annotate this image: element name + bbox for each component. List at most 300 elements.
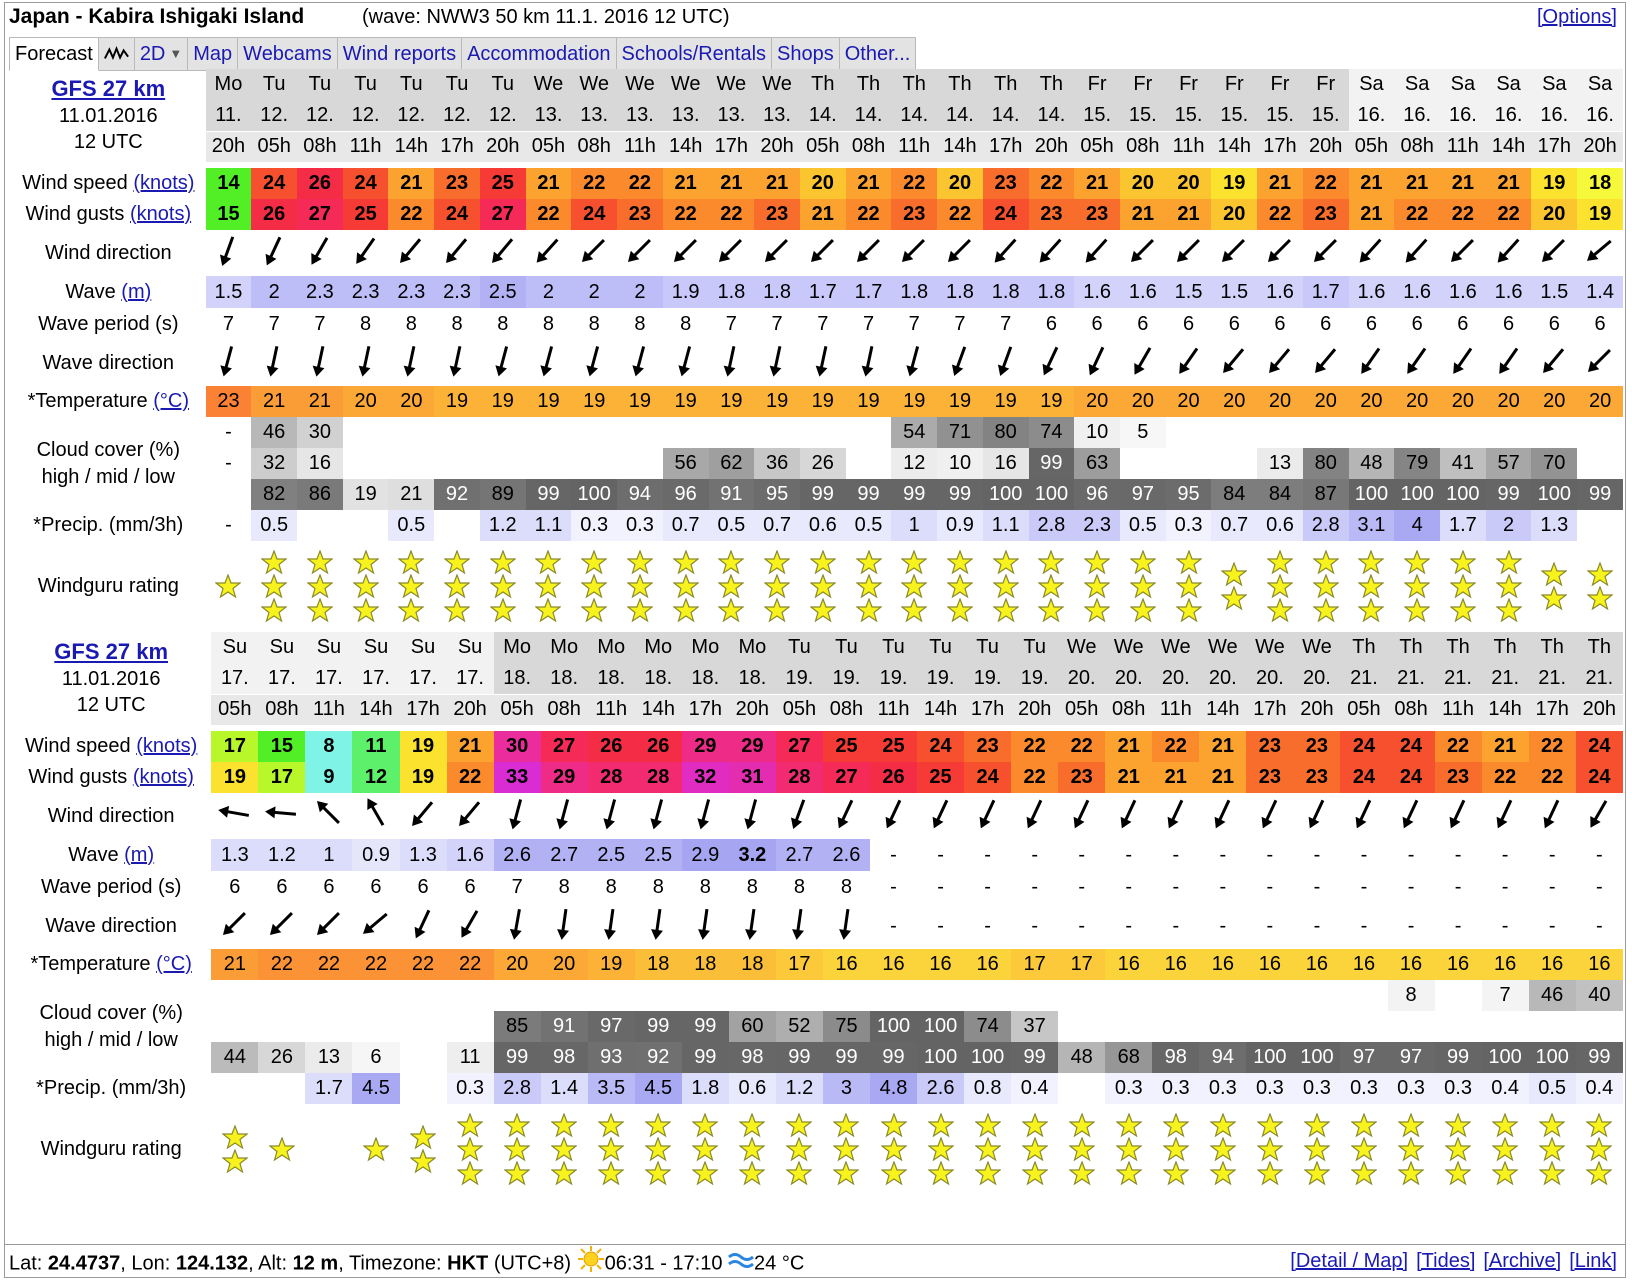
precip-cell: 0.5 [709,510,755,541]
cloud-cell: 99 [800,479,846,510]
star-icon [1587,586,1613,610]
cloud-cell: 100 [1482,1042,1529,1073]
cloud-cell: 74 [1029,417,1075,448]
precip-cell: 1.1 [526,510,572,541]
model-time: 12 UTC [73,131,143,153]
hour-cell: 14h [352,694,399,725]
cloud-cell: 98 [1152,1042,1199,1073]
tab-webcams[interactable]: Webcams [238,37,338,71]
wind-speed-cell: 19 [1211,168,1257,199]
day-cell: We [709,69,755,100]
wave-direction-arrow-icon [447,903,494,949]
day-cell: We [1199,632,1246,663]
wave-height-cell: - [1246,839,1293,871]
hour-cell: 11h [617,131,663,162]
day-cell: Mo [682,632,729,663]
temp-unit-link[interactable]: (°C) [156,953,192,975]
hour-cell: 20h [754,131,800,162]
star-icon [1084,574,1110,598]
star-icon [627,574,653,598]
star-icon [993,550,1019,574]
wave-direction-arrow-icon: - [1407,914,1415,937]
hour-cell: 14h [1211,131,1257,162]
wind-gusts-cell: 27 [297,199,343,230]
star-icon [739,1113,765,1137]
wind-speed-cell: 19 [400,731,447,762]
cloud-cell: 12 [891,448,937,479]
cloud-cell [1303,417,1349,448]
temperature-cell: 16 [917,949,964,980]
wind-direction-arrow-icon [983,230,1029,276]
wave-height-cell: 1.5 [1531,276,1577,308]
wind-direction-arrow-icon [937,230,983,276]
wind-direction-arrow-icon [1577,230,1623,276]
wave-direction-arrow-icon [1074,340,1120,386]
tab-2d[interactable]: 2D ▼ [135,37,188,71]
wind-direction-arrow-icon [964,793,1011,839]
temperature-cell: 22 [447,949,494,980]
wind-gusts-cell: 27 [823,762,870,793]
temperature-cell: 20 [1440,386,1486,417]
wave-period-cell: 7 [222,312,235,335]
star-icon [457,1113,483,1137]
temperature-cell: 22 [400,949,447,980]
wind-direction-arrow-icon [352,793,399,839]
wave-unit-link[interactable]: (m) [121,280,152,303]
cloud-cell: 100 [1394,479,1440,510]
star-icon [215,574,241,598]
wave-direction-arrow-icon: - [1360,914,1368,937]
tab-shops[interactable]: Shops [772,37,840,71]
timezone: HKT [447,1252,489,1275]
wind-speed-cell: 30 [494,731,541,762]
precip-cell: 4.5 [635,1073,682,1104]
wind-speed-cell: 21 [1394,168,1440,199]
cloud-cell: 100 [1529,1042,1576,1073]
precip-cell: 3 [823,1073,870,1104]
wind-gusts-cell: 21 [1349,199,1395,230]
star-icon [692,1113,718,1137]
cloud-cell: 44 [211,1042,258,1073]
wind-speed-label: Wind speed (knots) [25,735,198,757]
wind-gusts-cell: 21 [1199,762,1246,793]
temperature-cell: 16 [1293,949,1340,980]
tab-map[interactable]: Map [188,37,238,71]
knots-link[interactable]: (knots) [132,766,194,788]
cloud-cell: 54 [891,417,937,448]
star-icon [993,598,1019,622]
precip-cell: 0.4 [1482,1073,1529,1104]
star-icon [1210,1113,1236,1137]
forecast-table [9,632,1623,1194]
wave-period-cell: 7 [862,312,875,335]
star-icon [444,550,470,574]
wave-period-cell: 8 [497,312,509,335]
cloud-cell [1257,417,1303,448]
star-icon [1069,1113,1095,1137]
tab-other[interactable]: Other... [840,37,917,71]
star-icon [1492,1113,1518,1137]
wave-height-cell: - [964,839,1011,871]
hour-cell: 20h [480,131,526,162]
precip-cell: 0.6 [1257,510,1303,541]
wave-height-cell: 1.8 [937,276,983,308]
rating-cell [1074,541,1120,631]
star-icon [856,574,882,598]
wave-direction-arrow-icon [571,340,617,386]
hour-cell: 05h [1058,694,1105,725]
cloud-cell [1293,1011,1340,1042]
cloud-cell: 41 [1440,448,1486,479]
cloud-cell [1349,417,1395,448]
wave-period-cell: - [1266,875,1274,898]
star-icon [1069,1161,1095,1185]
temp-unit-link[interactable]: (°C) [153,390,189,412]
precip-cell: 2.8 [1029,510,1075,541]
wave-height-cell: - [1529,839,1576,871]
cloud-cell [1529,1011,1576,1042]
wave-direction-arrow-icon [663,340,709,386]
wave-height-cell: 1.8 [709,276,755,308]
cloud-cell: 82 [251,479,297,510]
wave-period-cell: 8 [451,312,463,335]
date-cell: 20. [1058,663,1105,694]
wave-direction-arrow-icon: - [1596,914,1603,937]
wave-height-cell: - [1576,839,1623,871]
cloud-cell: 100 [571,479,617,510]
temperature-cell: 16 [1388,949,1435,980]
wave-direction-arrow-icon [400,903,447,949]
star-icon [261,598,287,622]
star-icon [1163,1113,1189,1137]
star-icon [718,598,744,622]
wind-gusts-cell: 23 [891,199,937,230]
tab-wind-reports[interactable]: Wind reports [338,37,462,71]
tab-graph[interactable] [99,37,135,71]
rating-cell [1152,1104,1199,1194]
date-cell: 18. [541,663,588,694]
wind-gusts-cell: 22 [1011,762,1058,793]
wind-speed-cell: 21 [1482,731,1529,762]
cloud-cell [1577,448,1623,479]
date-cell: 18. [588,663,635,694]
precip-cell: 0.4 [1011,1073,1058,1104]
star-icon [1130,550,1156,574]
date-cell: 14. [891,100,937,131]
star-icon [307,574,333,598]
cloud-cell [729,980,776,1011]
temperature-cell: 20 [1257,386,1303,417]
wave-period-cell: 6 [1182,312,1195,335]
cloud-cell [823,980,870,1011]
wind-gusts-cell: 20 [1211,199,1257,230]
cloud-cell: 97 [1388,1042,1435,1073]
star-icon [1496,550,1522,574]
wave-height-cell: 1.6 [1486,276,1532,308]
wave-period-cell: 6 [1228,312,1240,335]
wave-period-cell: 6 [1091,312,1103,335]
wave-direction-arrow-icon [494,903,541,949]
temperature-cell: 17 [776,949,823,980]
wave-direction-arrow-icon [588,903,635,949]
cloud-cell: 30 [297,417,343,448]
date-cell: 21. [1576,663,1623,694]
star-icon [1069,1137,1095,1161]
wave-period-cell: 6 [1457,312,1469,335]
archive-link[interactable]: [Archive] [1483,1250,1562,1272]
temperature-cell: 23 [206,386,252,417]
star-icon [764,550,790,574]
wave-unit-link[interactable]: (m) [124,843,155,866]
wave-period-cell: 6 [1274,312,1286,335]
wave-period-cell: 6 [1320,312,1332,335]
rating-cell [541,1104,588,1194]
star-icon [581,598,607,622]
day-cell: Tu [297,69,343,100]
cloud-cover-label: Cloud cover (%) high / mid / low [36,438,180,488]
date-cell: 14. [983,100,1029,131]
precip-cell: 2.3 [1074,510,1120,541]
star-icon [353,550,379,574]
star-icon [928,1161,954,1185]
wave-height-cell: 2.5 [480,276,526,308]
day-cell: Sa [1486,69,1532,100]
wave-period-cell: - [1313,875,1321,898]
wave-height-cell: 1.3 [400,839,447,871]
hour-cell: 11h [1152,694,1199,725]
hour-cell: 20h [206,131,252,162]
star-icon [1586,1137,1612,1161]
temperature-label: *Temperature (°C) [30,953,192,975]
options-link[interactable]: [Options] [1536,6,1617,28]
cloud-cell [211,1011,258,1042]
cloud-cell [635,980,682,1011]
rating-cell [1529,1104,1576,1194]
wave-height-cell: 1.7 [800,276,846,308]
day-cell: Tu [343,69,389,100]
wind-gusts-cell: 22 [447,762,494,793]
wave-period-cell: 7 [817,312,829,335]
star-icon [673,598,699,622]
tides-link[interactable]: [Tides] [1416,1250,1476,1272]
cloud-cell: 99 [526,479,572,510]
rating-cell [1029,541,1075,631]
cloud-cell [776,980,823,1011]
hour-cell: 20h [1293,694,1340,725]
temperature-cell: 16 [1482,949,1529,980]
temperature-cell: 19 [617,386,663,417]
wave-direction-arrow-icon [617,340,663,386]
wind-direction-arrow-icon [206,230,252,276]
cloud-cell: 79 [1394,448,1440,479]
tab-accommodation[interactable]: Accommodation [462,37,616,71]
cloud-cell: 6 [352,1042,399,1073]
star-icon [1404,574,1430,598]
wind-gusts-cell: 12 [352,762,399,793]
date-cell: 19. [823,663,870,694]
wind-direction-arrow-icon [1435,793,1482,839]
cloud-cell: 99 [1029,448,1075,479]
rating-cell [400,1104,447,1194]
star-icon [1492,1137,1518,1161]
cloud-cell: 5 [1120,417,1166,448]
wind-direction-arrow-icon [1246,793,1293,839]
model-link[interactable]: GFS 27 km [51,76,166,101]
day-cell: Su [447,632,494,663]
rating-cell [663,541,709,631]
rating-cell [343,541,389,631]
tab-forecast[interactable]: Forecast [9,37,99,71]
wave-period-cell: - [1501,875,1509,898]
temperature-cell: 18 [729,949,776,980]
cloud-cell [305,980,352,1011]
wind-direction-arrow-icon [1074,230,1120,276]
temperature-cell: 16 [1576,949,1623,980]
star-icon [1445,1113,1471,1137]
date-cell: 12. [388,100,434,131]
precip-cell: - [206,510,252,541]
rating-cell [1349,541,1395,631]
day-cell: We [1293,632,1340,663]
wind-speed-cell: 22 [1435,731,1482,762]
cloud-cell [1199,1011,1246,1042]
day-cell: Sa [1440,69,1486,100]
date-cell: 19. [964,663,1011,694]
wave-direction-arrow-icon [1303,340,1349,386]
cloud-cell [400,980,447,1011]
star-icon [692,1161,718,1185]
hour-cell: 05h [526,131,572,162]
wind-gusts-cell: 24 [571,199,617,230]
wave-label: Wave (m) [68,843,155,866]
wave-height-cell: 2.7 [541,839,588,871]
day-cell: Mo [494,632,541,663]
cloud-cell: 96 [1074,479,1120,510]
wind-speed-cell: 22 [1011,731,1058,762]
wind-speed-cell: 22 [1058,731,1105,762]
wave-period-cell: - [1219,875,1227,898]
permalink-link[interactable]: [Link] [1569,1250,1617,1272]
day-cell: Th [983,69,1029,100]
wind-gusts-cell: 19 [400,762,447,793]
detail-map-link[interactable]: [Detail / Map] [1290,1250,1409,1272]
wave-height-cell: 1.5 [1166,276,1212,308]
wave-period-cell: 7 [725,312,737,335]
date-cell: 16. [1394,100,1440,131]
star-icon [551,1137,577,1161]
cloud-cell: 8 [1388,980,1435,1011]
rating-cell [480,541,526,631]
cloud-cell [1199,980,1246,1011]
hour-cell: 20h [1576,694,1623,725]
knots-link[interactable]: (knots) [129,203,192,225]
hour-cell: 17h [709,131,755,162]
rating-cell [571,541,617,631]
star-icon [1267,598,1293,622]
date-cell: 14. [846,100,892,131]
hour-cell: 20h [1029,131,1075,162]
star-icon [307,550,333,574]
star-icon [551,1113,577,1137]
tab-schools-rentals[interactable]: Schools/Rentals [617,37,773,71]
star-icon [1351,1161,1377,1185]
cloud-cell [571,417,617,448]
wind-speed-cell: 21 [1074,168,1120,199]
star-icon [1084,550,1110,574]
cloud-cell [480,417,526,448]
temperature-cell: 19 [983,386,1029,417]
temperature-cell: 20 [541,949,588,980]
date-cell: 17. [447,663,494,694]
knots-link[interactable]: (knots) [133,172,195,194]
temperature-cell: 21 [211,949,258,980]
cloud-cell [1293,980,1340,1011]
wind-speed-cell: 22 [1529,731,1576,762]
wind-direction-arrow-icon [917,793,964,839]
wave-direction-arrow-icon: - [937,914,944,937]
cloud-cell: 80 [983,417,1029,448]
wave-direction-arrow-icon: - [1454,914,1462,937]
wind-speed-cell: 21 [754,168,800,199]
star-icon [1257,1113,1283,1137]
precip-cell: 1 [891,510,937,541]
wind-direction-arrow-icon [663,230,709,276]
hour-cell: 08h [1388,694,1435,725]
wind-gusts-cell: 21 [1105,762,1152,793]
precip-cell: 0.7 [754,510,800,541]
day-cell: We [571,69,617,100]
wind-speed-cell: 23 [983,168,1029,199]
wind-gusts-cell: 33 [494,762,541,793]
hour-cell: 05h [211,694,258,725]
wave-height-cell: 1.5 [206,276,252,308]
wind-gusts-cell: 23 [617,199,663,230]
date-cell: 19. [870,663,917,694]
wind-gusts-cell: 22 [526,199,572,230]
cloud-cell [1120,448,1166,479]
hour-cell: 11h [870,694,917,725]
hour-cell: 17h [983,131,1029,162]
hour-cell: 14h [388,131,434,162]
rating-cell [305,1104,352,1194]
wind-direction-arrow-icon [1349,230,1395,276]
star-icon [504,1113,530,1137]
wind-speed-cell: 21 [1349,168,1395,199]
cloud-cell: 99 [1011,1042,1058,1073]
cloud-cell: 48 [1058,1042,1105,1073]
wind-gusts-cell: 22 [663,199,709,230]
hour-cell: 05h [251,131,297,162]
wave-period-cell: - [1125,875,1133,898]
wave-height-cell: 1.8 [891,276,937,308]
date-cell: 11. [206,100,252,131]
rating-cell [251,541,297,631]
star-icon [1358,574,1384,598]
rating-cell [937,541,983,631]
header-bar [5,3,1625,33]
temperature-cell: 19 [434,386,480,417]
cloud-cell: 92 [434,479,480,510]
cloud-cell [709,417,755,448]
rating-cell [617,541,663,631]
wind-gusts-cell: 24 [1576,762,1623,793]
cloud-cell: 97 [588,1011,635,1042]
model-link[interactable]: GFS 27 km [54,639,169,664]
knots-link[interactable]: (knots) [136,735,198,757]
temperature-cell: 20 [1531,386,1577,417]
wind-gusts-cell: 28 [776,762,823,793]
wave-period-cell: - [1078,875,1086,898]
